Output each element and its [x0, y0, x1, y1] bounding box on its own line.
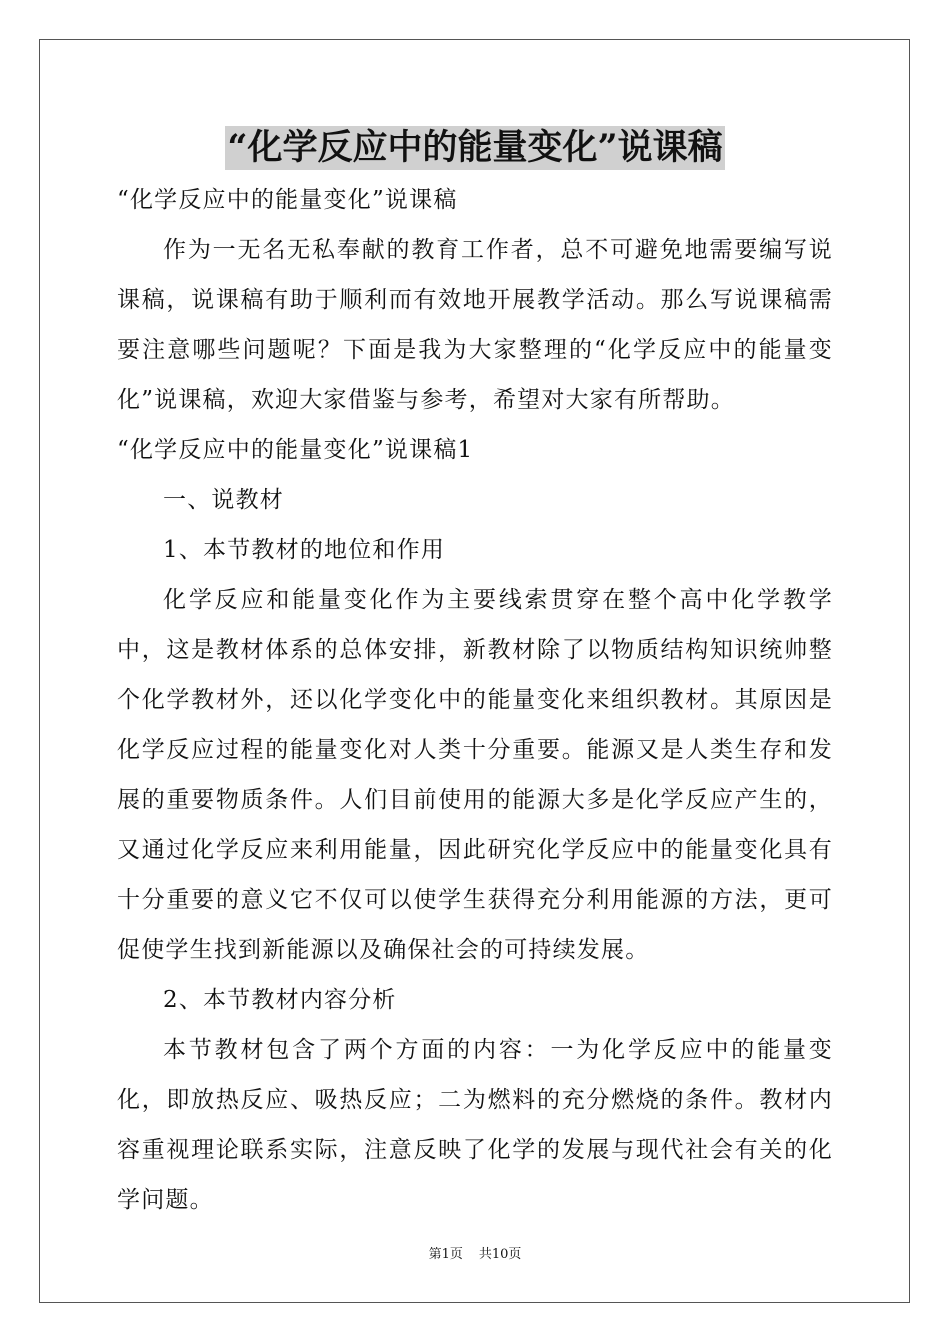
intro-paragraph: 作为一无名无私奉献的教育工作者，总不可避免地需要编写说课稿，说课稿有助于顺利而有效地开展教学活动。那么写说课稿需要注意哪些问题呢？下面是我为大家整理的“化学反应中的能量变化”说课稿，欢迎大家借鉴与参考，希望对大家有所帮助。: [117, 237, 833, 413]
page-total: 共10页: [478, 1247, 522, 1262]
document-body: [117, 175, 833, 1225]
page-footer: [0, 1246, 950, 1264]
page-number: 第1页: [428, 1247, 463, 1262]
body-paragraph-1: 化学反应和能量变化作为主要线索贯穿在整个高中化学教学中，这是教材体系的总体安排，新教材除了以物质结构知识统帅整个化学教材外，还以化学变化中的能量变化来组织教材。其原因是化学反应过程的能量变化对人类十分重要。能源又是人类生存和发展的重要物质条件。人们目前使用的能源大多是化学反应产生的，又通过化学反应来利用能量，因此研究化学反应中的能量变化具有十分重要的意义它不仅可以使学生获得充分利用能源的方法，更可促使学生找到新能源以及确保社会的可持续发展。: [117, 587, 833, 963]
subsection-heading-1: 1、本节教材的地位和作用: [163, 537, 446, 563]
section-heading: “化学反应中的能量变化”说课稿1: [117, 437, 474, 463]
title-container: [0, 126, 950, 170]
document-title: “化学反应中的能量变化”说课稿: [227, 127, 723, 168]
body-paragraph-2: 本节教材包含了两个方面的内容：一为化学反应中的能量变化，即放热反应、吸热反应；二为燃料的充分燃烧的条件。教材内容重视理论联系实际，注意反映了化学的发展与现代社会有关的化学问题。: [117, 1037, 833, 1213]
subtitle-paragraph: “化学反应中的能量变化”说课稿: [117, 187, 458, 213]
subsection-heading-2: 2、本节教材内容分析: [163, 987, 397, 1013]
chapter-heading: 一、说教材: [163, 487, 284, 513]
